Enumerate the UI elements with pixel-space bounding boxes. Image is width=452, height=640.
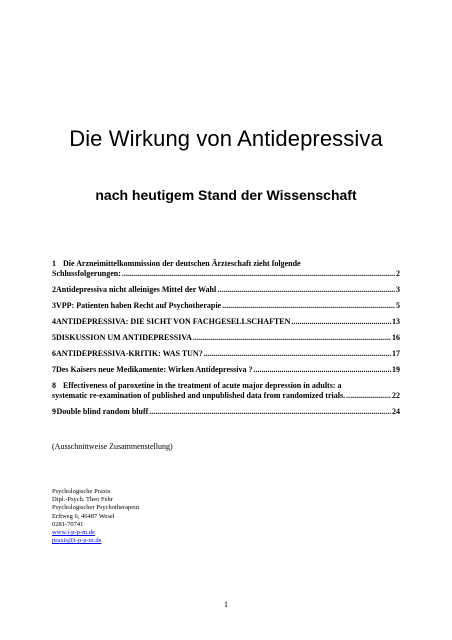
contact-line: Psychologische Praxis [52,488,111,495]
toc-leader [253,365,391,375]
toc-number: 6 [52,349,56,358]
toc-title: Die Arzneimittelkommission der deutschen Ärzteschaft zieht folgende [63,259,301,268]
toc-entry[interactable] [52,365,400,375]
toc-leader [193,333,391,343]
toc-page-number: 13 [392,317,400,326]
toc-entry[interactable] [52,407,400,417]
toc-page-number: 3 [396,285,400,294]
contact-line: 0281-70741 [52,520,84,528]
email-link[interactable]: praxis@i-p-p-m.de [52,537,102,545]
toc-page-number: 5 [396,301,400,310]
toc-leader [149,407,391,417]
toc-title: Double blind random bluff [56,407,149,416]
toc-title: systematic re-examination of published and unpublished data from randomized trials. [52,391,346,400]
toc-title: Antidepressiva nicht alleiniges Mittel der Wahl [56,285,217,294]
toc-number: 7 [52,365,56,374]
toc-leader [217,285,395,295]
toc-title: Schlussfolgerungen: [52,269,121,278]
toc-number: 5 [52,333,56,342]
toc-leader [346,391,391,401]
toc-title: ANTIDEPRESSIVA-KRITIK: WAS TUN? [56,349,203,358]
toc-title: Des Kaisers neue Medikamente: Wirken Antidepressiva ? [56,365,253,374]
toc-number: 3 [52,301,56,310]
toc-page-number: 17 [392,349,400,358]
toc-entry[interactable] [52,285,400,295]
toc-number: 8 [52,381,56,390]
toc-leader [122,269,395,279]
toc-page-number: 16 [392,333,400,342]
toc-title: DISKUSSION UM ANTIDEPRESSIVA [56,333,192,342]
toc-leader [204,349,391,359]
toc-entry[interactable] [52,349,400,359]
toc-title: VPP: Patienten haben Recht auf Psychotherapie [56,301,222,310]
excerpt-note: (Ausschnittweise Zusammenstellung) [52,442,173,451]
toc-entry[interactable] [52,381,400,401]
toc-entry[interactable] [52,301,400,311]
toc-leader [222,301,395,311]
toc-title: Effectiveness of paroxetine in the treatment of acute major depression in adults: a [63,381,342,390]
toc-title: ANTIDEPRESSIVA: DIE SICHT VON FACHGESELLSCHAFTEN [56,317,291,326]
table-of-contents [52,259,400,423]
page-number: 1 [224,600,228,609]
website-link[interactable]: www.i-p-p-m.de [52,529,95,537]
toc-page-number: 22 [392,391,400,400]
contact-block [52,488,139,545]
toc-page-number: 2 [396,269,400,278]
toc-page-number: 24 [392,407,400,416]
document-title: Die Wirkung von Antidepressiva [69,125,383,151]
contact-line: Dipl.-Psych. Theo Fehr [52,496,113,504]
contact-line: Psychologischer Psychotherapeut [52,504,140,512]
toc-entry[interactable] [52,317,400,327]
contact-line: Erftweg 6, 46487 Wesel [52,512,115,520]
toc-entry[interactable] [52,259,400,279]
toc-entry[interactable] [52,333,400,343]
document-subtitle: nach heutigem Stand der Wissenschaft [95,187,357,203]
toc-number: 4 [52,317,56,326]
toc-number: 9 [52,407,56,416]
toc-number: 2 [52,285,56,294]
toc-leader [291,317,391,327]
toc-number: 1 [52,259,56,268]
toc-page-number: 19 [392,365,400,374]
